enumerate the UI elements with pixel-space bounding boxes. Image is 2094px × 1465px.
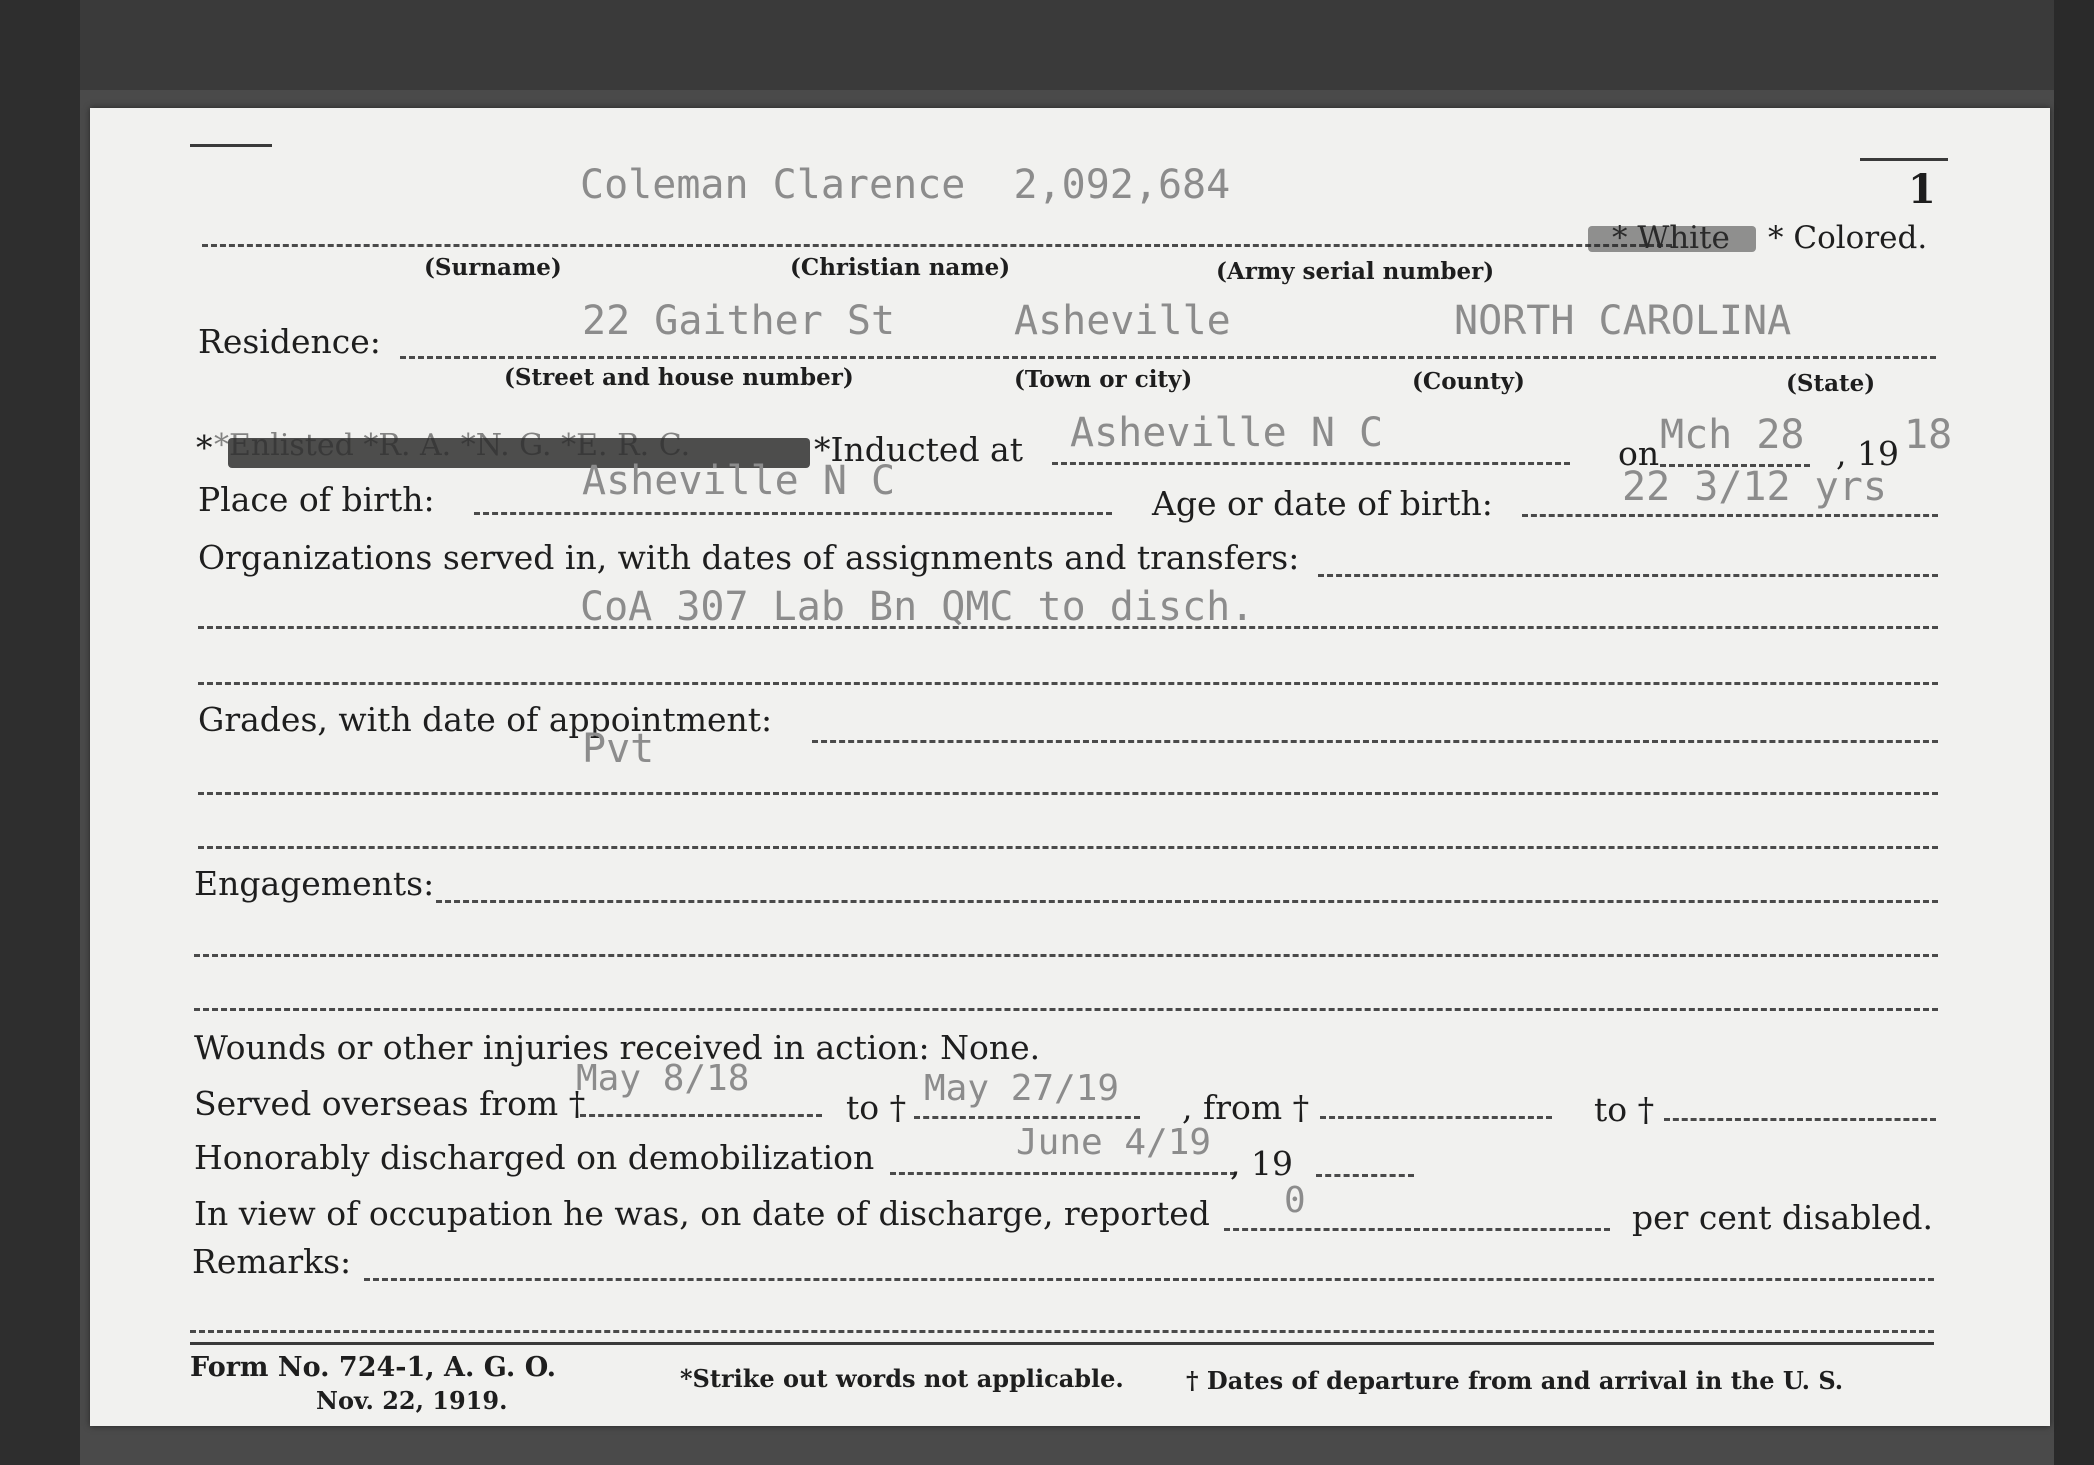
colored-label: * Colored. — [1768, 220, 1928, 256]
grades-value: Pvt — [582, 726, 655, 772]
remarks-label: Remarks: — [192, 1242, 352, 1281]
state-caption: (State) — [1786, 370, 1876, 397]
residence-state: NORTH CAROLINA — [1454, 298, 1792, 344]
place-of-birth-line — [474, 512, 1112, 515]
age-line — [1522, 514, 1938, 517]
overseas-to2-line — [1664, 1118, 1936, 1121]
card-number-rule — [1860, 158, 1948, 161]
remarks-line-2 — [190, 1330, 1934, 1333]
organizations-line-2 — [198, 626, 1938, 629]
county-caption: (County) — [1412, 368, 1525, 395]
street-caption: (Street and house number) — [504, 364, 854, 391]
inducted-label: *Inducted at — [814, 430, 1023, 469]
disability-label: In view of occupation he was, on date of discharge, reported — [194, 1194, 1210, 1233]
dates-note: † Dates of departure from and arrival in the U. S. — [1186, 1366, 1844, 1395]
discharge-label: Honorably discharged on demobilization — [194, 1138, 875, 1177]
overseas-to-label: to † — [846, 1088, 907, 1127]
place-of-birth: Asheville N C — [582, 458, 896, 504]
year-prefix: , 19 — [1836, 434, 1899, 473]
overseas-to-line — [914, 1116, 1140, 1119]
christian-name-caption: (Christian name) — [790, 254, 1011, 281]
organizations-value: CoA 307 Lab Bn QMC to disch. — [580, 584, 1255, 630]
induction-date: Mch 28 — [1660, 412, 1805, 458]
grades-line-1 — [812, 740, 1938, 743]
on-label: on — [1618, 434, 1660, 473]
organizations-label: Organizations served in, with dates of assignments and transfers: — [198, 538, 1300, 577]
struck-enlisted-options: *Enlisted *R. A. *N. G. *E. R. C. — [214, 428, 691, 463]
disability-value: 0 — [1284, 1180, 1306, 1221]
footer-rule — [190, 1342, 1934, 1345]
organizations-line-3 — [198, 682, 1938, 685]
overseas-from-line — [580, 1114, 822, 1117]
organizations-line-1 — [1318, 574, 1938, 577]
army-serial-caption: (Army serial number) — [1216, 258, 1495, 285]
grades-line-2 — [198, 792, 1938, 795]
inducted-line — [1052, 462, 1570, 465]
surname-caption: (Surname) — [424, 254, 562, 281]
overseas-from2-line — [1320, 1116, 1552, 1119]
inducted-place: Asheville N C — [1070, 410, 1384, 456]
wounds-label: Wounds or other injuries received in action: None. — [194, 1028, 1041, 1067]
name-serial-typed: Coleman Clarence 2,092,684 — [580, 162, 1231, 208]
town-caption: (Town or city) — [1014, 366, 1193, 393]
overseas-to-date: May 27/19 — [924, 1068, 1120, 1109]
overseas-from-date: May 8/18 — [576, 1058, 750, 1099]
disability-suffix: per cent disabled. — [1632, 1198, 1934, 1237]
overseas-from2-label: , from † — [1182, 1088, 1310, 1127]
age-value: 22 3/12 yrs — [1622, 464, 1887, 510]
place-of-birth-label: Place of birth: — [198, 480, 435, 519]
residence-line — [400, 356, 1936, 359]
overseas-from-label: Served overseas from † — [194, 1084, 586, 1123]
residence-street: 22 Gaither St — [582, 298, 896, 344]
engagements-label: Engagements: — [194, 864, 435, 903]
residence-town: Asheville — [1014, 298, 1231, 344]
discharge-date: June 4/19 — [1016, 1122, 1212, 1163]
form-number: Form No. 724-1, A. G. O. — [190, 1352, 557, 1383]
grades-label: Grades, with date of appointment: — [198, 700, 773, 739]
residence-label: Residence: — [198, 322, 381, 361]
overseas-to2-label: to † — [1594, 1090, 1655, 1129]
induction-year: 18 — [1904, 412, 1953, 458]
scan-background-left — [0, 0, 80, 1465]
name-line — [202, 244, 1672, 247]
disability-line — [1224, 1228, 1610, 1231]
grades-line-3 — [198, 846, 1938, 849]
asterisk: * — [196, 428, 213, 467]
age-label: Age or date of birth: — [1152, 484, 1493, 523]
discharge-year-label: , 19 — [1230, 1144, 1293, 1183]
discharge-year-line — [1316, 1174, 1414, 1177]
strike-note: *Strike out words not applicable. — [680, 1364, 1124, 1393]
discharge-line — [890, 1172, 1236, 1175]
scan-background-right — [2054, 0, 2094, 1465]
card-number: 1 — [1908, 166, 1936, 213]
form-date: Nov. 22, 1919. — [316, 1386, 508, 1415]
engagements-line-1 — [436, 900, 1938, 903]
corner-rule — [190, 144, 272, 147]
remarks-line-1 — [364, 1278, 1934, 1281]
white-label: * White — [1612, 220, 1730, 256]
service-record-card — [90, 108, 2050, 1426]
engagements-line-3 — [194, 1008, 1938, 1011]
engagements-line-2 — [194, 954, 1938, 957]
scan-background-top — [0, 0, 2094, 90]
